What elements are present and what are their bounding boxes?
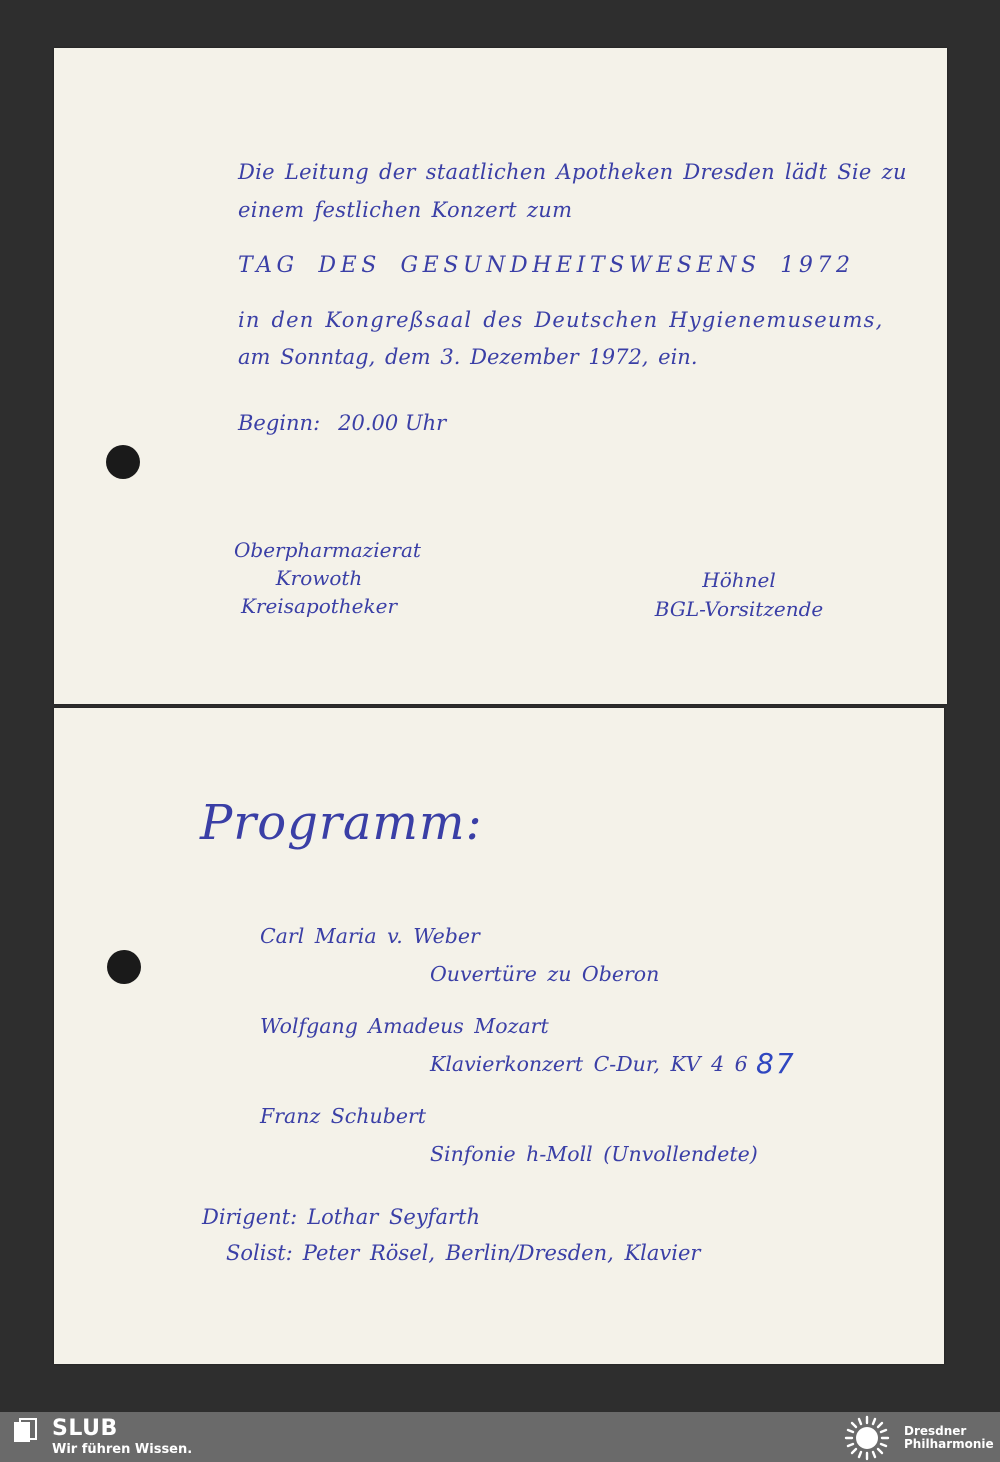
soloist-label: Solist: <box>226 1241 293 1265</box>
signatory-left <box>234 536 421 620</box>
punch-hole-icon <box>106 445 140 479</box>
library-name: SLUB <box>52 1416 118 1441</box>
start-time-label: Beginn: <box>238 411 321 435</box>
partner-name-line1: Dresdner <box>904 1424 967 1438</box>
signatory-left-title: Oberpharmazierat <box>234 538 421 562</box>
signatory-left-role: Kreisapotheker <box>240 594 398 618</box>
program-work: Klavierkonzert C-Dur, KV 4 6 <box>430 1052 748 1076</box>
intro-text-line2: einem festlichen Konzert zum <box>238 198 573 222</box>
start-time-line <box>238 411 446 435</box>
signatory-left-name: Krowoth <box>275 566 363 590</box>
conductor-name: Lothar Seyfarth <box>307 1205 480 1229</box>
signatory-right-name: Höhnel <box>702 568 776 592</box>
program-heading: Programm: <box>200 795 483 851</box>
program-composer: Franz Schubert <box>260 1104 426 1128</box>
conductor-line <box>202 1205 480 1229</box>
invitation-card <box>54 48 947 704</box>
handwritten-annotation: 87 <box>756 1047 796 1080</box>
soloist-name: Peter Rösel, Berlin/Dresden, Klavier <box>302 1241 701 1265</box>
slub-logo-icon <box>12 1418 40 1444</box>
venue-text-line2: am Sonntag, dem 3. Dezember 1972, ein. <box>238 345 698 369</box>
signatory-right-role: BGL-Vorsitzende <box>654 597 824 621</box>
event-title: TAG DES GESUNDHEITSWESENS 1972 <box>238 253 855 278</box>
program-work: Ouvertüre zu Oberon <box>430 962 660 986</box>
signatory-right <box>639 566 839 624</box>
start-time-value: 20.00 Uhr <box>338 411 447 435</box>
library-tagline: Wir führen Wissen. <box>52 1442 193 1457</box>
program-card <box>54 708 944 1364</box>
venue-text-line1: in den Kongreßsaal des Deutschen Hygienemuseums, <box>238 308 884 332</box>
conductor-label: Dirigent: <box>202 1205 298 1229</box>
program-work: Sinfonie h-Moll (Unvollendete) <box>430 1142 758 1166</box>
partner-name-line2: Philharmonie <box>904 1437 994 1451</box>
punch-hole-icon <box>107 950 141 984</box>
program-composer: Carl Maria v. Weber <box>260 924 480 948</box>
partner-name <box>904 1425 994 1451</box>
soloist-line <box>226 1241 700 1265</box>
intro-text-line1: Die Leitung der staatlichen Apotheken Dresden lädt Sie zu <box>238 160 907 184</box>
philharmonie-logo-icon <box>842 1414 892 1462</box>
program-composer: Wolfgang Amadeus Mozart <box>260 1014 549 1038</box>
